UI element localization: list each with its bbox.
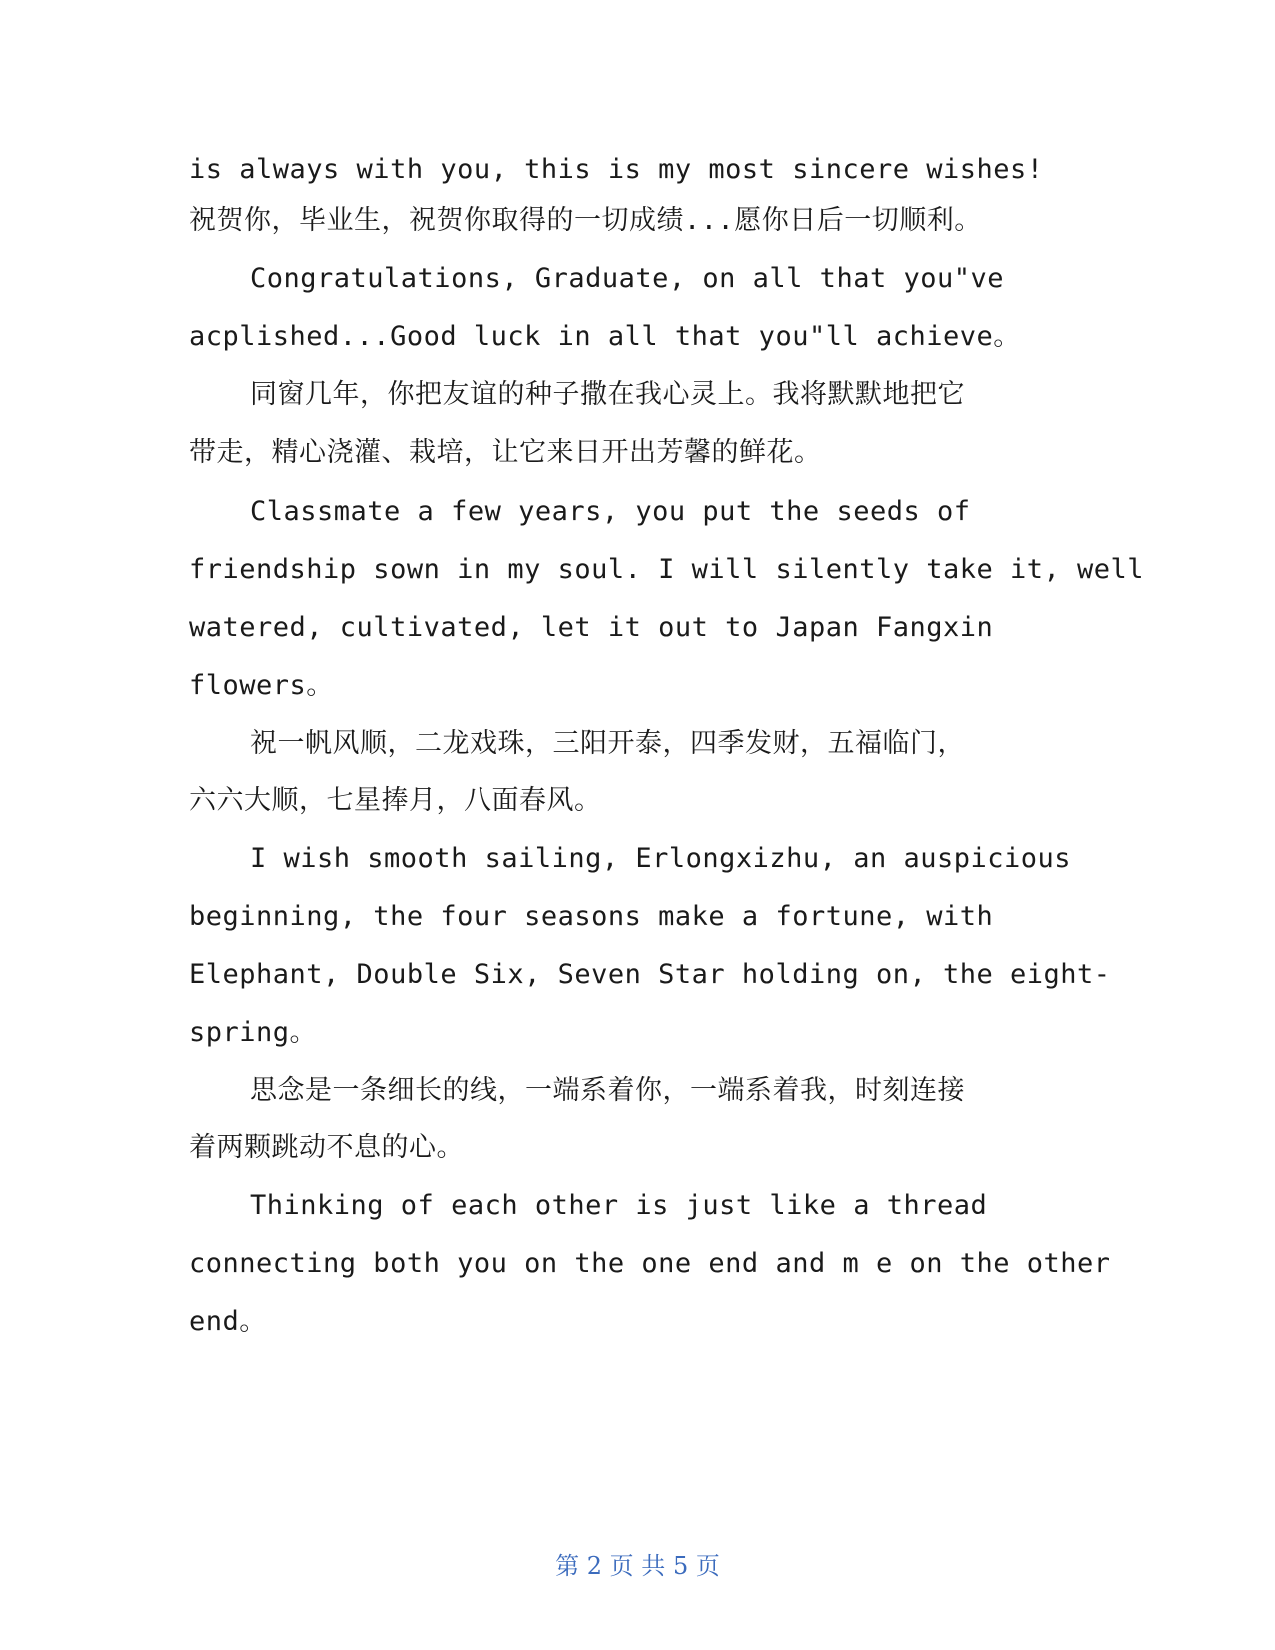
text-line: Elephant, Double Six, Seven Star holding on, the eight- [189, 959, 1111, 990]
text-line: flowers。 [189, 670, 334, 701]
text-line: 思念是一条细长的线，一端系着你，一端系着我，时刻连接 [250, 1075, 965, 1106]
text-line: spring。 [189, 1017, 318, 1048]
text-line: friendship sown in my soul. I will silently take it, well [189, 554, 1145, 585]
text-line: 带走，精心浇灌、栽培，让它来日开出芳馨的鲜花。 [189, 437, 822, 468]
text-line: acplished...Good luck in all that you"ll achieve。 [189, 321, 1021, 352]
text-line: watered, cultivated, let it out to Japan Fangxin [189, 612, 994, 643]
text-line: beginning, the four seasons make a fortune, with [189, 901, 994, 932]
text-line: connecting both you on the one end and m e on the other [189, 1248, 1111, 1279]
text-line: is always with you, this is my most sincere wishes! [189, 154, 1044, 185]
text-line: I wish smooth sailing, Erlongxizhu, an auspicious [250, 843, 1072, 874]
text-line: Classmate a few years, you put the seeds of [250, 496, 971, 527]
text-line: 祝贺你，毕业生，祝贺你取得的一切成绩...愿你日后一切顺利。 [189, 205, 982, 236]
text-line: 同窗几年，你把友谊的种子撒在我心灵上。我将默默地把它 [250, 379, 965, 410]
text-line: 六六大顺，七星捧月，八面春风。 [189, 785, 602, 816]
text-line: end。 [189, 1306, 267, 1337]
page-number-footer: 第 2 页 共 5 页 [555, 1552, 720, 1580]
text-line: Congratulations, Graduate, on all that you"ve [250, 263, 1004, 294]
text-line: 着两颗跳动不息的心。 [189, 1132, 464, 1163]
text-line: Thinking of each other is just like a thread [250, 1190, 988, 1221]
text-line: 祝一帆风顺，二龙戏珠，三阳开泰，四季发财，五福临门， [250, 728, 965, 759]
